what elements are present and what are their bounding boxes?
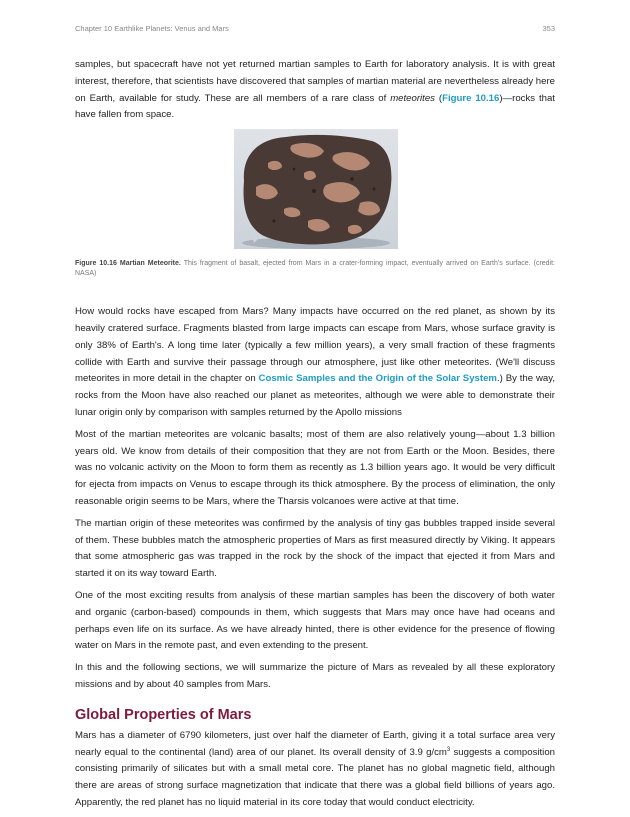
chapter-link[interactable]: Cosmic Samples and the Origin of the Solar System: [258, 373, 497, 385]
paragraph-global-properties: Mars has a diameter of 6790 kilometers, just over half the diameter of Earth, giving it a total surface area very nearly equal to the continental (land) area of our planet. Its overall density of 3.9 $g/cm^3$ suggests a composition consisting primarily of silicates but with a small metal core. The planet has no global magnetic field, although there are areas of strong surface magnetization that indicate that there was a global field billions of years ago. Apparently, the red planet has no liquid material in its core today that would conduct electricity.: [75, 729, 555, 808]
chapter-title: Chapter 10 Earthlike Planets: Venus and Mars: [75, 24, 229, 33]
meteorites-term: meteorites: [390, 92, 435, 104]
figure-label: Figure 10.16 Martian Meteorite.: [75, 260, 181, 268]
page-number: 353: [542, 24, 555, 33]
figure-link[interactable]: Figure 10.16: [442, 92, 500, 104]
section-heading: Global Properties of Mars: [75, 706, 252, 723]
figure-caption: [75, 259, 555, 278]
intro-paragraph: samples, but spacecraft have not yet returned martian samples to Earth for laboratory analysis. It is with great interest, therefore, that scientists have discovered that samples of martian material are nevertheless already here on Earth, available for study. These are all members of a rare class of meteorites (Figure 10.16)—rocks that have fallen from space.: [75, 59, 555, 121]
paragraph-basalts: Most of the martian meteorites are volcanic basalts; most of them are also relatively young—about 1.3 billion years old. We know from details of their composition that they are not from Earth or the Moon. Besides, there was no volcanic activity on the Moon to form them as recently as 1.3 billion years ago. It would be very difficult for ejecta from impacts on Venus to escape through its thick atmosphere. By the process of elimination, the only reasonable origin seems to be Mars, where the Tharsis volcanoes were active at that time.: [75, 428, 555, 507]
paragraph-escape: How would rocks have escaped from Mars? Many impacts have occurred on the red planet, as shown by its heavily cratered surface. Fragments blasted from large impacts can escape from Mars, whose surface gravity is only 38% of Earth's. A long time later (typically a few million years), a very small fraction of these fragments collide with Earth and survive their passage through our atmosphere, just like other meteorites. (We'll discuss meteorites in more detail in the chapter on Cosmic Samples and the Origin of the Solar System.) By the way, rocks from the Moon have also reached our planet as meteorites, although we were able to demonstrate their lunar origin only by comparison with samples returned by the Apollo missions: [75, 306, 555, 418]
paragraph-gas-bubbles: The martian origin of these meteorites was confirmed by the analysis of tiny gas bubbles trapped inside several of them. These bubbles match the atmospheric properties of Mars as first measured directly by Viking. It appears that some atmospheric gas was trapped in the rock by the shock of the impact that ejected it from Mars and started it on its way toward Earth.: [75, 517, 555, 580]
page-content: [75, 57, 555, 817]
superscript-3: 3: [446, 746, 451, 753]
paragraph-water: One of the most exciting results from analysis of these martian samples has been the discovery of both water and organic (carbon-based) compounds in them, which suggests that Mars may once have had oceans and perhaps even life on its surface. As we have already hinted, there is other evidence for the presence of flowing water on Mars in the remote past, and even extending to the present.: [75, 589, 555, 652]
meteorite-photo: [234, 129, 398, 249]
figure-caption-text: This fragment of basalt, ejected from Mars in a crater-forming impact, eventually arrived on Earth's surface. (credit: NASA): [75, 260, 556, 277]
running-header: [75, 24, 555, 33]
meteorite-illustration: [234, 129, 398, 249]
figure-martian-meteorite: [75, 129, 555, 249]
paragraph-summary: In this and the following sections, we will summarize the picture of Mars as revealed by all these exploratory missions and by about 40 samples from Mars.: [75, 662, 555, 690]
